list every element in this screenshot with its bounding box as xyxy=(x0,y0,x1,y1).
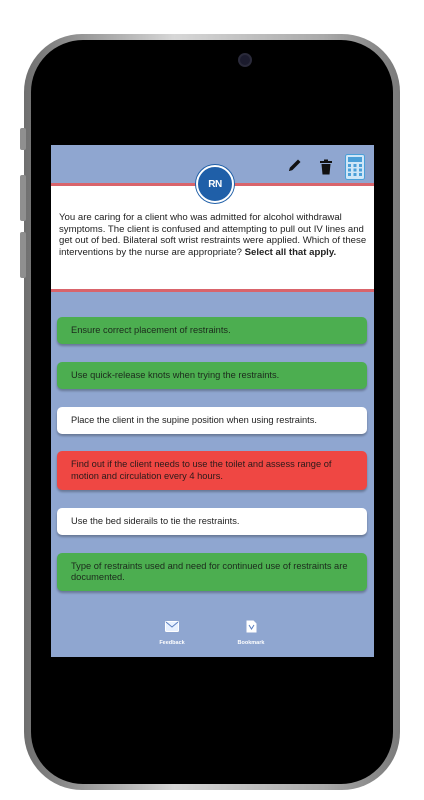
bookmark-icon xyxy=(246,620,257,633)
answer-option[interactable] xyxy=(57,362,367,389)
volume-down-button xyxy=(20,232,26,278)
pencil-icon[interactable] xyxy=(287,157,303,178)
feedback-icon xyxy=(165,621,179,633)
feedback-button[interactable] xyxy=(142,620,202,646)
answer-option-label: Find out if the client needs to use the toilet and assess range of motion and circulation every 4 hours. xyxy=(71,459,332,481)
answer-option[interactable] xyxy=(57,451,367,490)
answer-option-label: Place the client in the supine position when using restraints. xyxy=(71,414,317,425)
bookmark-label: Bookmark xyxy=(237,640,265,646)
answer-option-label: Type of restraints used and need for continued use of restraints are documented. xyxy=(71,560,348,582)
trash-icon[interactable] xyxy=(319,159,333,180)
app-screen xyxy=(51,145,374,657)
feedback-label: Feedback xyxy=(159,640,185,646)
answer-option-label: Ensure correct placement of restraints. xyxy=(71,324,231,335)
question-body: You are caring for a client who was admitted for alcohol withdrawal symptoms. The client is confused and attempting to pull out IV lines and get out of bed. Bilateral soft wrist restraints were applied. Which of these interventions by the nurse are appropriate? xyxy=(59,212,367,258)
logo-text: RN xyxy=(208,178,222,190)
answer-option[interactable] xyxy=(57,317,367,344)
app-logo xyxy=(196,165,234,203)
answer-option[interactable] xyxy=(57,553,367,591)
bookmark-button[interactable] xyxy=(221,620,281,646)
answer-option-label: Use the bed siderails to tie the restraints. xyxy=(71,515,240,526)
mute-switch xyxy=(20,128,26,150)
calculator-icon[interactable] xyxy=(345,154,365,185)
answer-option[interactable] xyxy=(57,407,367,434)
answer-option-label: Use quick-release knots when trying the restraints. xyxy=(71,369,280,380)
answer-option[interactable] xyxy=(57,508,367,535)
question-instruction: Select all that apply. xyxy=(244,246,337,258)
front-camera xyxy=(238,53,252,67)
volume-up-button xyxy=(20,175,26,221)
question-text xyxy=(59,212,367,258)
